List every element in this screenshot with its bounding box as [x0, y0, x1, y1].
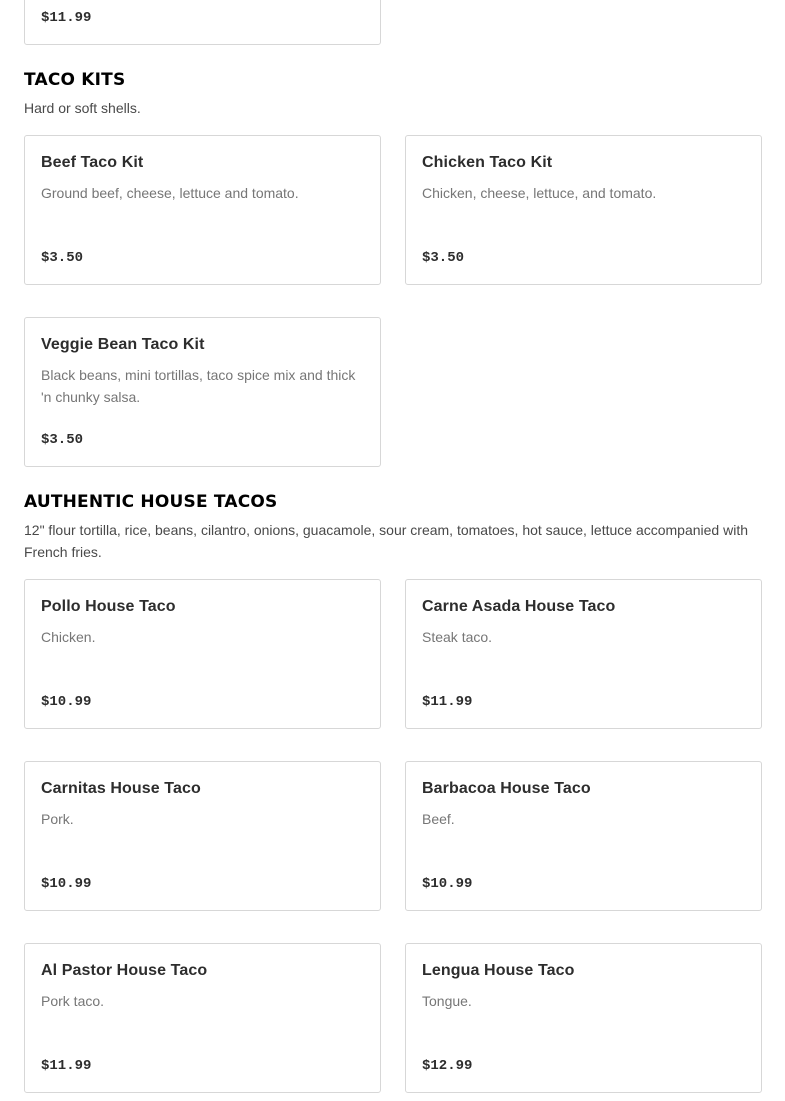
menu-item-description: Chicken. [41, 629, 96, 645]
menu-item-price: $11.99 [41, 10, 92, 26]
menu-item-description: Steak taco. [422, 629, 493, 645]
section-description-authentic-house-tacos: 12" flour tortilla, rice, beans, cilantro, onions, guacamole, sour cream, tomatoes, hot sauce, lettuce accompanied with French fries. [24, 522, 749, 560]
menu-item-name: Veggie Bean Taco Kit [41, 336, 205, 353]
menu-item-price: $3.50 [422, 250, 465, 266]
menu-item-card[interactable] [24, 0, 381, 45]
section-title-taco-kits: TACO KITS [24, 70, 126, 90]
menu-item-name: Carne Asada House Taco [422, 598, 616, 615]
menu-item-description: Pork. [41, 811, 74, 827]
menu-item-description: Pork taco. [41, 993, 105, 1009]
menu-item-card[interactable] [24, 943, 381, 1093]
menu-item-description: Tongue. [422, 993, 472, 1009]
menu-item-card[interactable] [24, 317, 381, 467]
menu-item-name: Al Pastor House Taco [41, 962, 208, 979]
menu-item-price: $11.99 [422, 694, 473, 710]
menu-item-price: $3.50 [41, 432, 84, 448]
menu-item-description: Beef. [422, 811, 455, 827]
menu-item-name: Carnitas House Taco [41, 780, 201, 797]
menu-item-name: Barbacoa House Taco [422, 780, 591, 797]
menu-item-card[interactable] [24, 579, 381, 729]
section-description-taco-kits: Hard or soft shells. [24, 100, 141, 116]
menu-item-name: Chicken Taco Kit [422, 154, 553, 171]
menu-item-description: Chicken, cheese, lettuce, and tomato. [422, 185, 657, 201]
menu-item-description: Black beans, mini tortillas, taco spice mix and thick 'n chunky salsa. [41, 367, 356, 405]
menu-item-card[interactable] [405, 943, 762, 1093]
menu-item-card[interactable] [405, 579, 762, 729]
menu-item-price: $10.99 [41, 876, 92, 892]
menu-item-card[interactable] [24, 135, 381, 285]
menu-item-price: $12.99 [422, 1058, 473, 1074]
menu-item-price: $11.99 [41, 1058, 92, 1074]
menu-item-card[interactable] [405, 135, 762, 285]
menu-item-name: Pollo House Taco [41, 598, 176, 615]
menu-item-description: Ground beef, cheese, lettuce and tomato. [41, 185, 299, 201]
menu-item-name: Beef Taco Kit [41, 154, 144, 171]
menu-item-price: $3.50 [41, 250, 84, 266]
menu-item-price: $10.99 [41, 694, 92, 710]
section-title-authentic-house-tacos: AUTHENTIC HOUSE TACOS [24, 492, 278, 512]
menu-item-name: Lengua House Taco [422, 962, 575, 979]
menu-item-price: $10.99 [422, 876, 473, 892]
menu-item-card[interactable] [24, 761, 381, 911]
menu-item-card[interactable] [405, 761, 762, 911]
